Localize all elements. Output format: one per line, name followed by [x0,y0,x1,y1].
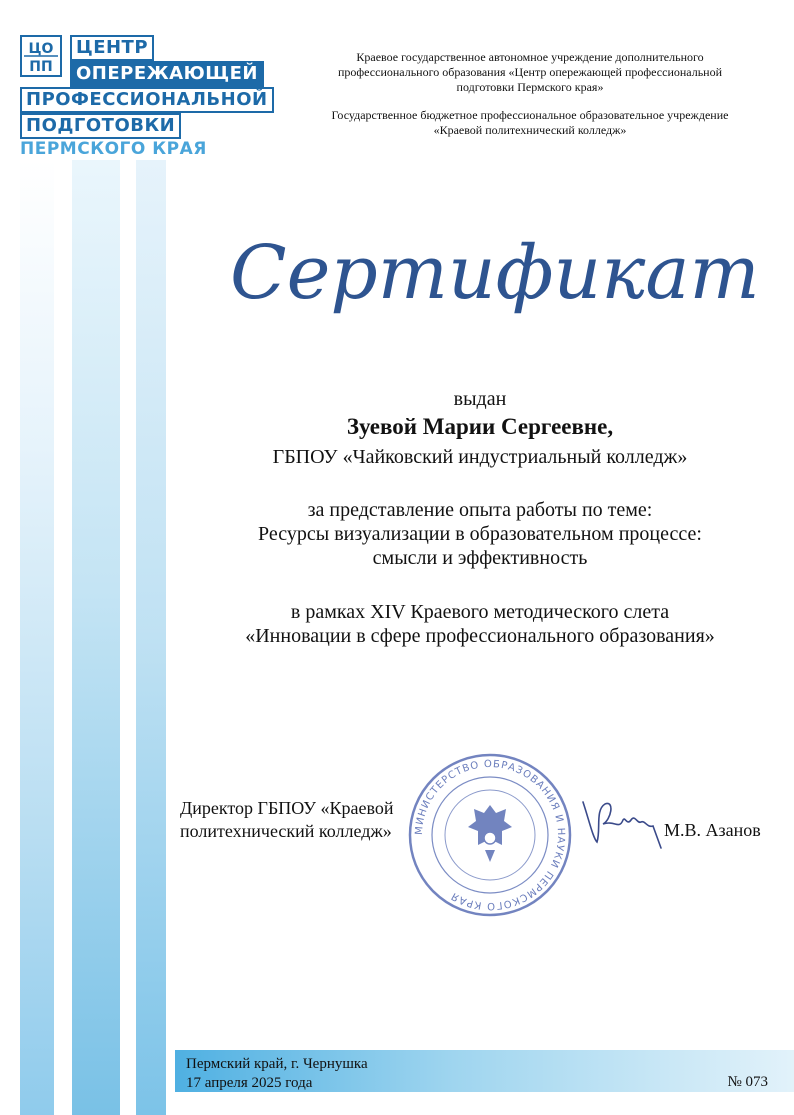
certificate-title: Сертификат [230,230,760,316]
topic-line: за представление опыта работы по теме: [307,499,653,521]
handwritten-signature [575,790,665,855]
logo-line-2: ОПЕРЕЖАЮЩЕЙ [70,61,264,87]
signer-position [180,797,420,843]
logo-mark-icon [20,35,62,77]
topic-line: смысли и эффективность [372,547,588,569]
certificate-number: № 073 [727,1074,768,1090]
org-name-2 [280,108,780,138]
signer-position-line: Директор ГБПОУ «Краевой [180,798,394,818]
footer-info [186,1055,368,1093]
footer-place: Пермский край, г. Чернушка [186,1056,368,1072]
topic-block [180,498,780,570]
org-name-1-line: подготовки Пермского края» [456,80,604,94]
decor-stripe-2 [72,160,120,1115]
recipient-name: Зуевой Марии Сергеевне, [346,414,614,439]
org-logo [20,35,268,160]
org-name-2-line: Государственное бюджетное профессиональное образовательное учреждение [331,108,729,122]
logo-line-3: ПРОФЕССИОНАЛЬНОЙ [20,87,274,113]
event-line: «Инновации в сфере профессионального образования» [245,625,715,647]
decor-stripe-3 [136,160,166,1115]
official-seal-icon [405,750,575,920]
org-name-1 [280,50,780,95]
logo-line-5: ПЕРМСКОГО КРАЯ [20,139,207,159]
recipient-institution: ГБПОУ «Чайковский индустриальный колледж» [272,446,688,468]
signer-position-line: политехнический колледж» [180,821,392,841]
issued-label: выдан [453,388,507,410]
logo-line-1: ЦЕНТР [70,35,154,61]
event-block [180,600,780,648]
org-name-1-line: Краевое государственное автономное учреждение дополнительного [356,50,704,64]
logo-mark-top: ЦО [28,41,54,57]
footer-date: 17 апреля 2025 года [186,1075,313,1091]
logo-line-4: ПОДГОТОВКИ [20,113,181,139]
signer-name: М.В. Азанов [664,820,761,840]
decor-stripe-1 [20,160,54,1115]
logo-mark-bottom: ПП [29,59,53,75]
org-name-2-line: «Краевой политехнический колледж» [433,123,627,137]
seal-text: МИНИСТЕРСТВО ОБРАЗОВАНИЯ И НАУКИ ПЕРМСКОГО КРАЯ [413,758,567,912]
event-line: в рамках XIV Краевого методического слета [290,601,670,623]
topic-line: Ресурсы визуализации в образовательном процессе: [258,523,702,545]
org-name-1-line: профессионального образования «Центр опережающей профессиональной [337,65,723,79]
